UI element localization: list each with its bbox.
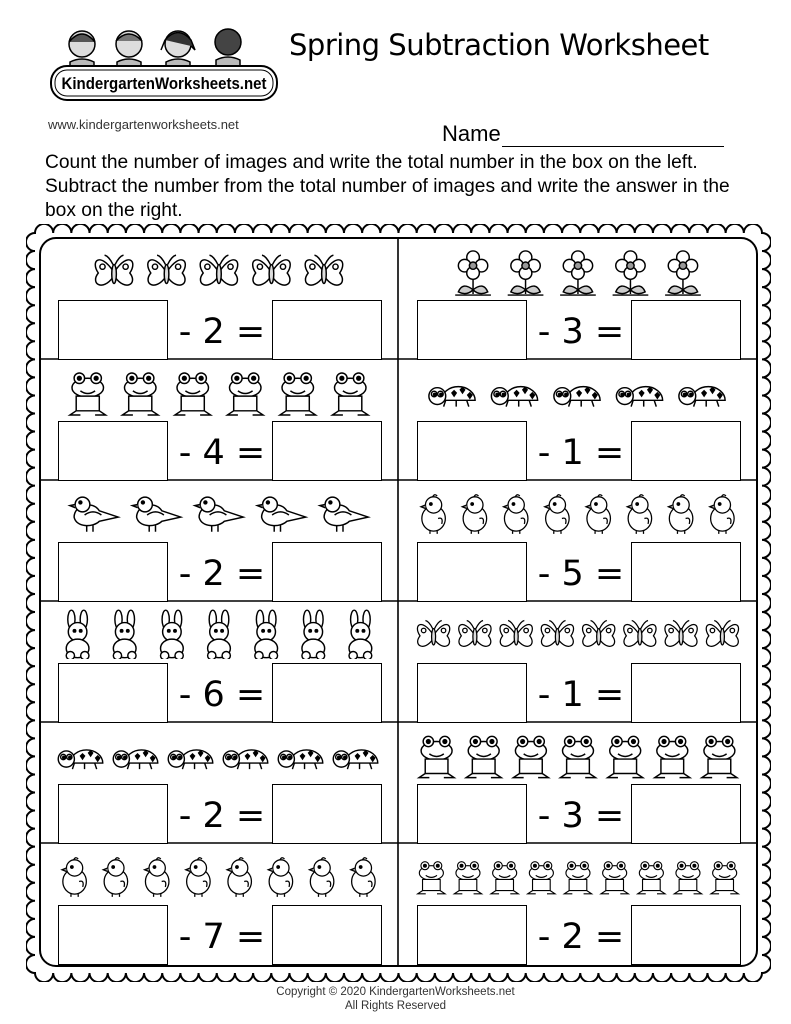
logo-text: KindergartenWorksheets.net [61,74,267,93]
total-answer-box[interactable] [417,784,527,844]
chick-picture [309,858,333,897]
chick-picture [710,495,734,534]
bunny-picture [255,610,278,659]
minus-number: - 1 [537,433,584,473]
picture-row [399,365,757,417]
problem-grid [40,238,757,966]
picture-row [40,365,398,417]
total-answer-box[interactable] [58,663,168,723]
difference-answer-box[interactable] [272,784,382,844]
page-title: Spring Subtraction Worksheet [289,28,709,62]
butterfly-picture [500,621,532,647]
equals-sign: = [235,554,266,594]
rights-text: All Rights Reserved [345,1000,446,1012]
total-answer-box[interactable] [58,300,168,360]
equals-sign: = [235,917,266,957]
worksheet-board [26,224,771,982]
total-answer-box[interactable] [58,421,168,481]
copyright-text: Copyright © 2020 KindergartenWorksheets.net [276,986,515,998]
equals-sign: = [594,796,625,836]
problem-cell [399,601,757,722]
problem-cell [399,238,757,359]
equals-sign: = [235,433,266,473]
ladybug-picture [278,750,323,769]
problem-cell [40,722,398,843]
minus-number: - 7 [178,917,225,957]
butterfly-picture [95,255,133,285]
problem-cell [40,238,398,359]
difference-answer-box[interactable] [272,905,382,965]
picture-row [399,486,757,538]
bunny-picture [349,610,372,659]
minus-number: - 1 [537,675,584,715]
chick-picture [668,495,692,534]
minus-number: - 3 [537,312,584,352]
site-logo [48,22,280,106]
ladybug-picture [113,750,158,769]
chick-picture [268,858,292,897]
ladybug-picture [429,387,475,407]
frog-picture [332,373,368,415]
picture-row [399,849,757,901]
subtraction-expression [174,786,270,846]
frog-picture [491,862,518,894]
chick-picture [62,858,86,897]
problem-cell [399,843,757,964]
chick-picture [186,858,210,897]
subtraction-expression [174,907,270,967]
picture-row [40,849,398,901]
problem-cell [399,480,757,601]
problem-cell [40,480,398,601]
difference-answer-box[interactable] [631,300,741,360]
bird-picture [70,497,118,532]
ladybug-picture [679,387,725,407]
equals-sign: = [235,675,266,715]
total-answer-box[interactable] [417,905,527,965]
bird-picture [257,497,305,532]
frog-picture [564,862,591,894]
frog-picture [227,373,263,415]
frog-picture [711,862,738,894]
butterfly-picture [200,255,238,285]
chick-picture [504,495,528,534]
bunny-picture [161,610,184,659]
subtraction-expression [174,302,270,362]
frog-picture [466,736,501,777]
flower-picture [613,251,649,295]
bunny-picture [302,610,325,659]
butterfly-picture [417,621,449,647]
flower-picture [508,251,544,295]
minus-number: - 2 [178,312,225,352]
chick-picture [227,858,251,897]
chick-picture [627,495,651,534]
butterfly-picture [583,621,615,647]
minus-number: - 4 [178,433,225,473]
frog-picture [418,862,445,894]
butterfly-picture [305,255,343,285]
picture-row [40,728,398,780]
difference-answer-box[interactable] [631,905,741,965]
frog-picture [560,736,595,777]
difference-answer-box[interactable] [272,542,382,602]
picture-row [40,244,398,296]
frog-picture [419,736,454,777]
subtraction-expression [533,786,629,846]
frog-picture [702,736,737,777]
equals-sign: = [594,312,625,352]
website-url: www.kindergartenworksheets.net [48,117,239,132]
flower-picture [665,251,701,295]
butterfly-picture [706,621,738,647]
problem-cell [40,843,398,964]
butterfly-picture [665,621,697,647]
difference-answer-box[interactable] [631,784,741,844]
equals-sign: = [594,433,625,473]
total-answer-box[interactable] [417,421,527,481]
frog-picture [175,373,211,415]
bird-picture [132,497,180,532]
name-underline [502,126,724,147]
picture-row [399,607,757,659]
subtraction-expression [533,907,629,967]
frog-picture [454,862,481,894]
frog-picture [70,373,106,415]
picture-row [399,728,757,780]
subtraction-expression [533,665,629,725]
frog-picture [601,862,628,894]
difference-answer-box[interactable] [272,421,382,481]
bunny-picture [113,610,136,659]
frog-picture [513,736,548,777]
subtraction-expression [174,423,270,483]
difference-answer-box[interactable] [272,300,382,360]
footer [0,985,791,1013]
equals-sign: = [594,917,625,957]
equals-sign: = [235,312,266,352]
difference-answer-box[interactable] [631,542,741,602]
total-answer-box[interactable] [58,542,168,602]
instructions: Count the number of images and write the total number in the box on the left. Subtract the number from the total number of images and write the answer in the box on the right. [45,152,730,221]
ladybug-picture [491,387,537,407]
subtraction-expression [174,544,270,604]
picture-row [399,244,757,296]
total-answer-box[interactable] [58,784,168,844]
picture-row [40,607,398,659]
problem-cell [399,359,757,480]
bunny-picture [208,610,231,659]
ladybug-picture [168,750,213,769]
chick-picture [421,495,445,534]
butterfly-picture [541,621,573,647]
total-answer-box[interactable] [417,542,527,602]
name-label: Name [442,121,501,146]
picture-row [40,486,398,538]
ladybug-picture [554,387,600,407]
bird-picture [320,497,368,532]
chick-picture [351,858,375,897]
frog-picture [280,373,316,415]
problem-cell [399,722,757,843]
total-answer-box[interactable] [417,663,527,723]
frog-picture [528,862,555,894]
minus-number: - 2 [537,917,584,957]
subtraction-expression [174,665,270,725]
problem-cell [40,359,398,480]
difference-answer-box[interactable] [272,663,382,723]
chick-picture [145,858,169,897]
minus-number: - 2 [178,796,225,836]
flower-picture [560,251,596,295]
frog-picture [122,373,158,415]
butterfly-picture [624,621,656,647]
ladybug-picture [333,750,378,769]
bunny-picture [66,610,89,659]
butterfly-picture [253,255,291,285]
butterfly-picture [148,255,186,285]
chick-picture [586,495,610,534]
ladybug-picture [223,750,268,769]
difference-answer-box[interactable] [631,663,741,723]
chick-picture [462,495,486,534]
equals-sign: = [235,796,266,836]
frog-picture [655,736,690,777]
total-answer-box[interactable] [417,300,527,360]
minus-number: - 5 [537,554,584,594]
equals-sign: = [594,675,625,715]
frog-picture [674,862,701,894]
bird-picture [195,497,243,532]
subtraction-expression [533,423,629,483]
name-field[interactable] [442,121,724,147]
butterfly-picture [459,621,491,647]
chick-picture [545,495,569,534]
equals-sign: = [594,554,625,594]
problem-cell [40,601,398,722]
total-answer-box[interactable] [58,905,168,965]
flower-picture [455,251,491,295]
chick-picture [103,858,127,897]
frog-picture [608,736,643,777]
minus-number: - 6 [178,675,225,715]
subtraction-expression [533,302,629,362]
ladybug-picture [58,750,103,769]
minus-number: - 3 [537,796,584,836]
subtraction-expression [533,544,629,604]
ladybug-picture [616,387,662,407]
difference-answer-box[interactable] [631,421,741,481]
frog-picture [638,862,665,894]
minus-number: - 2 [178,554,225,594]
